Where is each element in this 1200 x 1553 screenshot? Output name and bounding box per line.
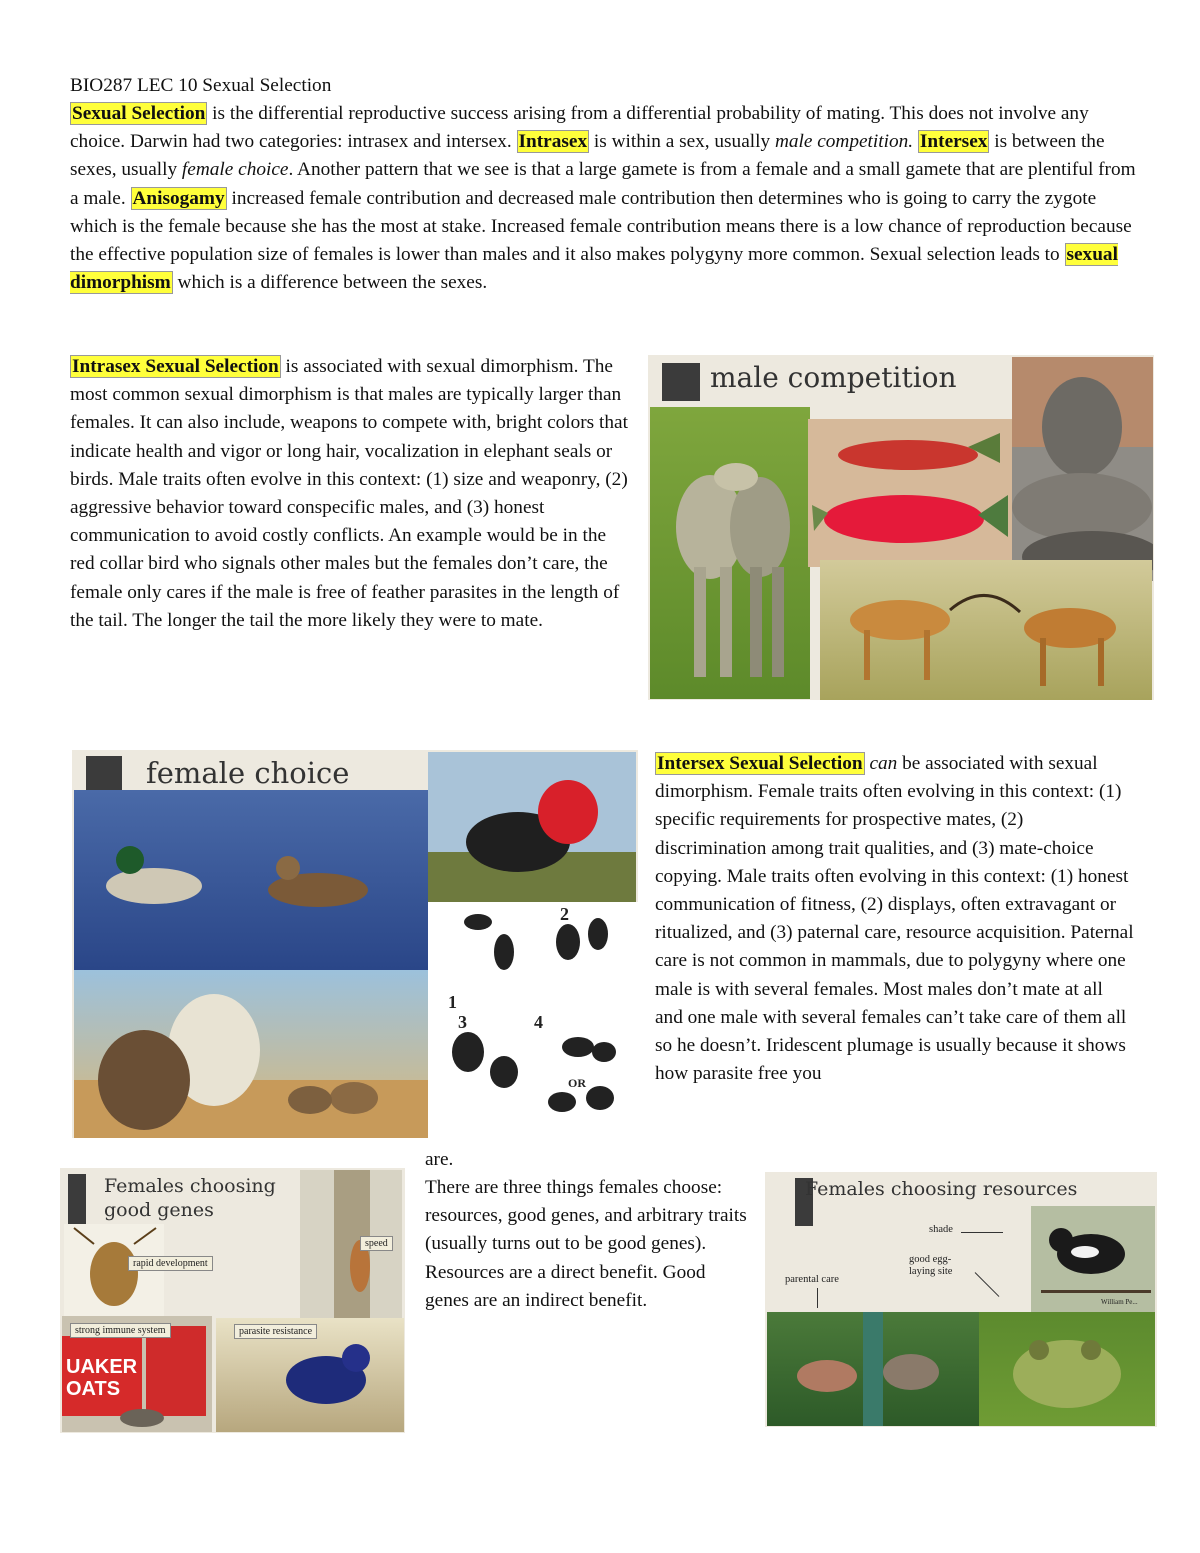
fly-or-label: OR: [568, 1076, 586, 1090]
frigatebird-photo: [428, 752, 636, 902]
intro-italic-male-competition: male competition.: [774, 131, 914, 153]
oats-can-text-2: OATS: [66, 1378, 121, 1400]
intrasex-text: is associated with sexual dimorphism. The most common sexual dimorphism is that males are typically larger than females. It can also include, weapons to compete with, bright colors that indicate health and vigor or long hair, vocalization in elephant seals or birds. Male traits often evolve in this context: (1) size and weaponry, (2) aggressive behavior toward conspecific males, and (3) honest communication to avoid costly conflicts. An example would be in the red collar bird who signals other males but the females don’t care, the female only cares if the male is free of feather parasites in the length of the tail. The longer the tail the more likely they were to mate.: [70, 356, 628, 631]
label-rapid-development: rapid development: [128, 1256, 213, 1271]
mallard-ducks-photo: [74, 790, 430, 970]
male-competition-title: male competition: [710, 361, 957, 394]
salmon-photo: [808, 419, 1016, 567]
fly-step-4: 4: [534, 1012, 543, 1032]
good-genes-figure: [60, 1168, 405, 1433]
shade-pointer-line: [961, 1232, 1003, 1233]
intersex-paragraph: [655, 750, 1135, 1088]
label-parasite-resistance: parasite resistance: [234, 1324, 317, 1339]
good-genes-title: Females choosing good genes: [104, 1175, 276, 1221]
intersex-overflow: are.: [425, 1149, 454, 1170]
fly-step-1: 1: [448, 992, 457, 1012]
term-intrasex-sexual-selection: Intrasex Sexual Selection: [72, 356, 279, 377]
bobolink-credit: William Pe...: [1101, 1298, 1138, 1306]
label-parental-care: parental care: [785, 1274, 839, 1285]
intrasex-paragraph: [70, 353, 630, 635]
fly-step-3: 3: [458, 1012, 467, 1032]
intersex-italic-can: can: [869, 753, 898, 774]
finches-feeder-photo: [767, 1312, 979, 1426]
intro-text-5: increased female contribution and decreased male contribution then determines who is going to carry the zygote which is the female because she has the most at stake. Increased female contribution means there is a low chance of reproduction because the effective population size of females is lower than males and it also makes polygyny more common. Sexual selection leads to: [70, 187, 1132, 266]
oats-can-text-1: UAKER: [66, 1356, 138, 1378]
term-anisogamy: Anisogamy: [132, 187, 225, 209]
intro-text-1: is the differential reproductive success arising from a differential probability of mating. This does not involve any choice. Darwin had two categories: intrasex and intersex.: [70, 103, 1089, 153]
intro-italic-female-choice: female choice: [181, 159, 289, 181]
intro-text-6: which is a difference between the sexes.: [172, 272, 488, 294]
term-intrasex: Intrasex: [518, 131, 588, 153]
resources-title: Females choosing resources: [805, 1178, 1078, 1200]
female-choice-figure: [72, 750, 638, 1138]
female-choice-title: female choice: [146, 756, 350, 790]
bullfrog-photo: [979, 1312, 1155, 1426]
sage-grouse-photo: [74, 970, 430, 1138]
label-good-egg-laying-site: good egg-laying site: [909, 1254, 953, 1277]
doc-header: BIO287 LEC 10 Sexual Selection: [70, 75, 332, 96]
fruit-fly-courtship-diagram: [428, 902, 638, 1138]
intro-paragraph: [70, 100, 1140, 297]
elephant-seals-photo: [1012, 357, 1153, 581]
bobolink-photo: [1031, 1206, 1155, 1314]
slide-tab: [86, 756, 122, 790]
intro-text-2: is within a sex, usually: [589, 131, 775, 153]
fly-step-2: 2: [560, 904, 569, 924]
label-shade: shade: [929, 1224, 953, 1235]
slide-tab: [662, 363, 700, 401]
parental-care-pointer-line: [817, 1288, 818, 1308]
term-sexual-dimorphism: sexual dimorphism: [70, 244, 1118, 294]
label-speed: speed: [360, 1236, 393, 1251]
intersex-text: be associated with sexual dimorphism. Female traits often evolving in this context: (1) specific requirements for prospective mates, (2) discrimination among trait qualities, and (3) mate-choice copying. Male traits often evolving in this context: (1) honest communication of fitness, (2) displays, often extravagant or ritualized, and (3) paternal care, resource acquisition. Paternal care is not common in mammals, due to polygyny where one male is with several females. Most males don’t mate at all and one male with several females can’t take care of them all so he doesn’t. Iridescent plumage is usually because it shows how parasite free you: [655, 753, 1134, 1085]
term-intersex-sexual-selection: Intersex Sexual Selection: [657, 753, 863, 774]
resources-figure: [765, 1172, 1157, 1427]
impala-photo: [820, 560, 1152, 700]
term-intersex: Intersex: [919, 131, 988, 153]
horses-photo: [650, 407, 810, 699]
slide-tab: [68, 1174, 86, 1228]
intro-text-4: . Another pattern that we see is that a large gamete is from a female and a small gamete that are plentiful from a male.: [70, 159, 1136, 209]
intro-text-3: is between the sexes, usually: [70, 131, 1105, 181]
term-sexual-selection: Sexual Selection: [72, 103, 206, 124]
male-competition-figure: [648, 355, 1154, 700]
label-strong-immune-system: strong immune system: [70, 1323, 171, 1338]
females-choose-paragraph: There are three things females choose: resources, good genes, and arbitrary traits (usually turns out to be good genes). Resources are a direct benefit. Good genes are an indirect benefit.: [425, 1177, 747, 1311]
egg-site-pointer-line: [975, 1272, 1000, 1297]
